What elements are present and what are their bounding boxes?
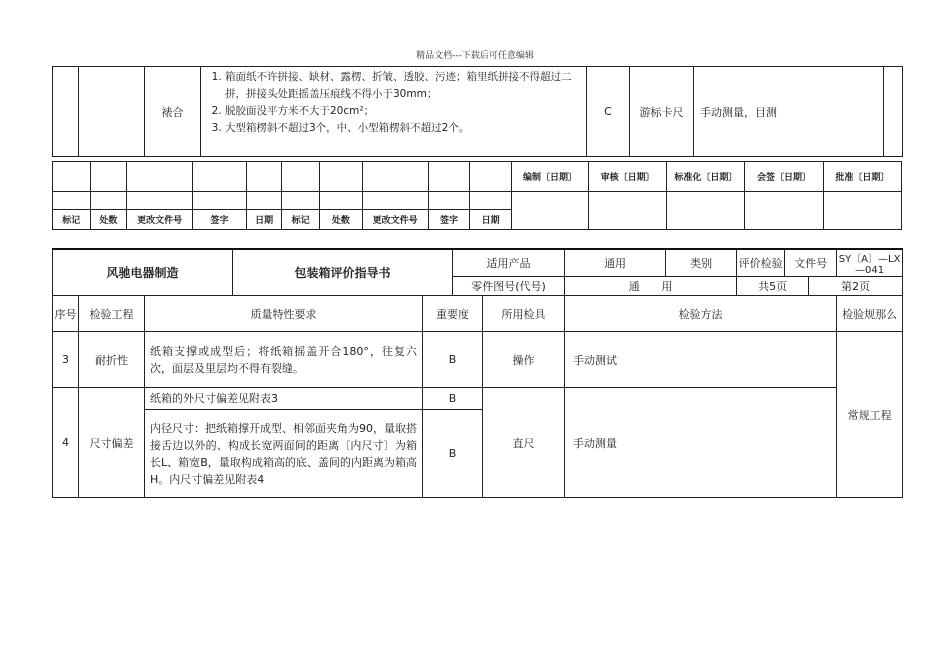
row-tool: 直尺 bbox=[483, 388, 565, 498]
process-cell: 裱合 bbox=[145, 67, 201, 157]
total-pages: 共5页 bbox=[737, 277, 809, 296]
grade-cell: C bbox=[587, 67, 630, 157]
row-grade: B bbox=[423, 410, 483, 498]
signoff-blank bbox=[667, 192, 745, 230]
guide-table bbox=[52, 248, 903, 498]
signoff-header: 编制〔日期〕 bbox=[511, 162, 588, 192]
requirement-item: 3. 大型箱楞斜不超过3个，中、小型箱楞斜不超过2个。 bbox=[225, 120, 580, 137]
row-method: 手动测量 bbox=[565, 388, 837, 498]
requirement-item: 1. 箱面纸不许拼接、缺材、露楞、折皱、透胶、污迹；箱里纸拼接不得超过二拼，拼接头处距摇盖压痕线不得小于30mm； bbox=[225, 69, 580, 103]
page-number: 第2页 bbox=[809, 277, 903, 296]
blank-cell bbox=[53, 67, 79, 157]
signoff-table bbox=[52, 161, 902, 230]
requirement-item: 2. 脱胶面没平方米不大于20cm²； bbox=[225, 103, 580, 120]
company-name: 风驰电器制造 bbox=[53, 249, 233, 296]
signoff-label: 处数 bbox=[90, 210, 127, 230]
signoff-label: 日期 bbox=[246, 210, 282, 230]
signoff-blank bbox=[511, 192, 588, 230]
col-no: 序号 bbox=[53, 296, 79, 332]
signoff-label: 签字 bbox=[428, 210, 470, 230]
header-note: 精品文档---下载后可任意编辑 bbox=[416, 51, 534, 61]
row-requirement: 内径尺寸：把纸箱撑开成型、相邻面夹角为90，量取搭接舌边以外的、构成长宽两面间的距离〔内尺寸〕为箱长L、箱宽B，量取构成箱高的底、盖间的内距离为箱高H。内尺寸偏差见附表4 bbox=[145, 410, 423, 498]
col-tool: 所用检具 bbox=[483, 296, 565, 332]
col-process: 检验工程 bbox=[79, 296, 145, 332]
col-rule: 检验规那么 bbox=[837, 296, 903, 332]
category-label: 类别 bbox=[666, 249, 737, 277]
signoff-label: 更改文件号 bbox=[362, 210, 428, 230]
row-process: 尺寸偏差 bbox=[79, 388, 145, 498]
category-value: 评价检验 bbox=[737, 249, 785, 277]
rule-value: 常规工程 bbox=[837, 332, 903, 498]
doc-title: 包装箱评价指导书 bbox=[233, 249, 453, 296]
row-no: 3 bbox=[53, 332, 79, 388]
row-no: 4 bbox=[53, 388, 79, 498]
signoff-header: 会签〔日期〕 bbox=[745, 162, 823, 192]
row-requirement: 纸箱的外尺寸偏差见附表3 bbox=[145, 388, 423, 410]
row-grade: B bbox=[423, 332, 483, 388]
file-label: 文件号 bbox=[785, 249, 837, 277]
col-importance: 重要度 bbox=[423, 296, 483, 332]
signoff-blank bbox=[745, 192, 823, 230]
top-inspection-table bbox=[52, 66, 903, 157]
signoff-header: 批准〔日期〕 bbox=[823, 162, 901, 192]
row-tool: 操作 bbox=[483, 332, 565, 388]
row-process: 耐折性 bbox=[79, 332, 145, 388]
signoff-label: 更改文件号 bbox=[127, 210, 193, 230]
row-grade: B bbox=[423, 388, 483, 410]
signoff-label: 签字 bbox=[193, 210, 247, 230]
signoff-label: 处数 bbox=[320, 210, 363, 230]
signoff-header: 标准化〔日期〕 bbox=[667, 162, 745, 192]
applicable-label: 适用产品 bbox=[453, 249, 565, 277]
signoff-label: 标记 bbox=[53, 210, 91, 230]
row-requirement: 纸箱支撑或成型后；将纸箱摇盖开合180°，往复六次，面层及里层均不得有裂缝。 bbox=[145, 332, 423, 388]
blank-cell bbox=[79, 67, 145, 157]
signoff-blank bbox=[823, 192, 901, 230]
method-cell: 手动测量，目测 bbox=[694, 67, 884, 157]
applicable-value: 通用 bbox=[565, 249, 666, 277]
signoff-header: 审核〔日期〕 bbox=[589, 162, 667, 192]
requirements-cell bbox=[201, 67, 587, 157]
blank-cell bbox=[884, 67, 903, 157]
signoff-label: 日期 bbox=[470, 210, 512, 230]
col-quality: 质量特性要求 bbox=[145, 296, 423, 332]
part-value: 通 用 bbox=[565, 277, 737, 296]
col-method: 检验方法 bbox=[565, 296, 837, 332]
part-label: 零件图号(代号) bbox=[453, 277, 565, 296]
row-method: 手动测试 bbox=[565, 332, 837, 388]
signoff-label: 标记 bbox=[282, 210, 320, 230]
signoff-blank bbox=[589, 192, 667, 230]
tool-cell: 游标卡尺 bbox=[630, 67, 694, 157]
file-value: SY〔A〕—LX—041 bbox=[837, 249, 903, 277]
